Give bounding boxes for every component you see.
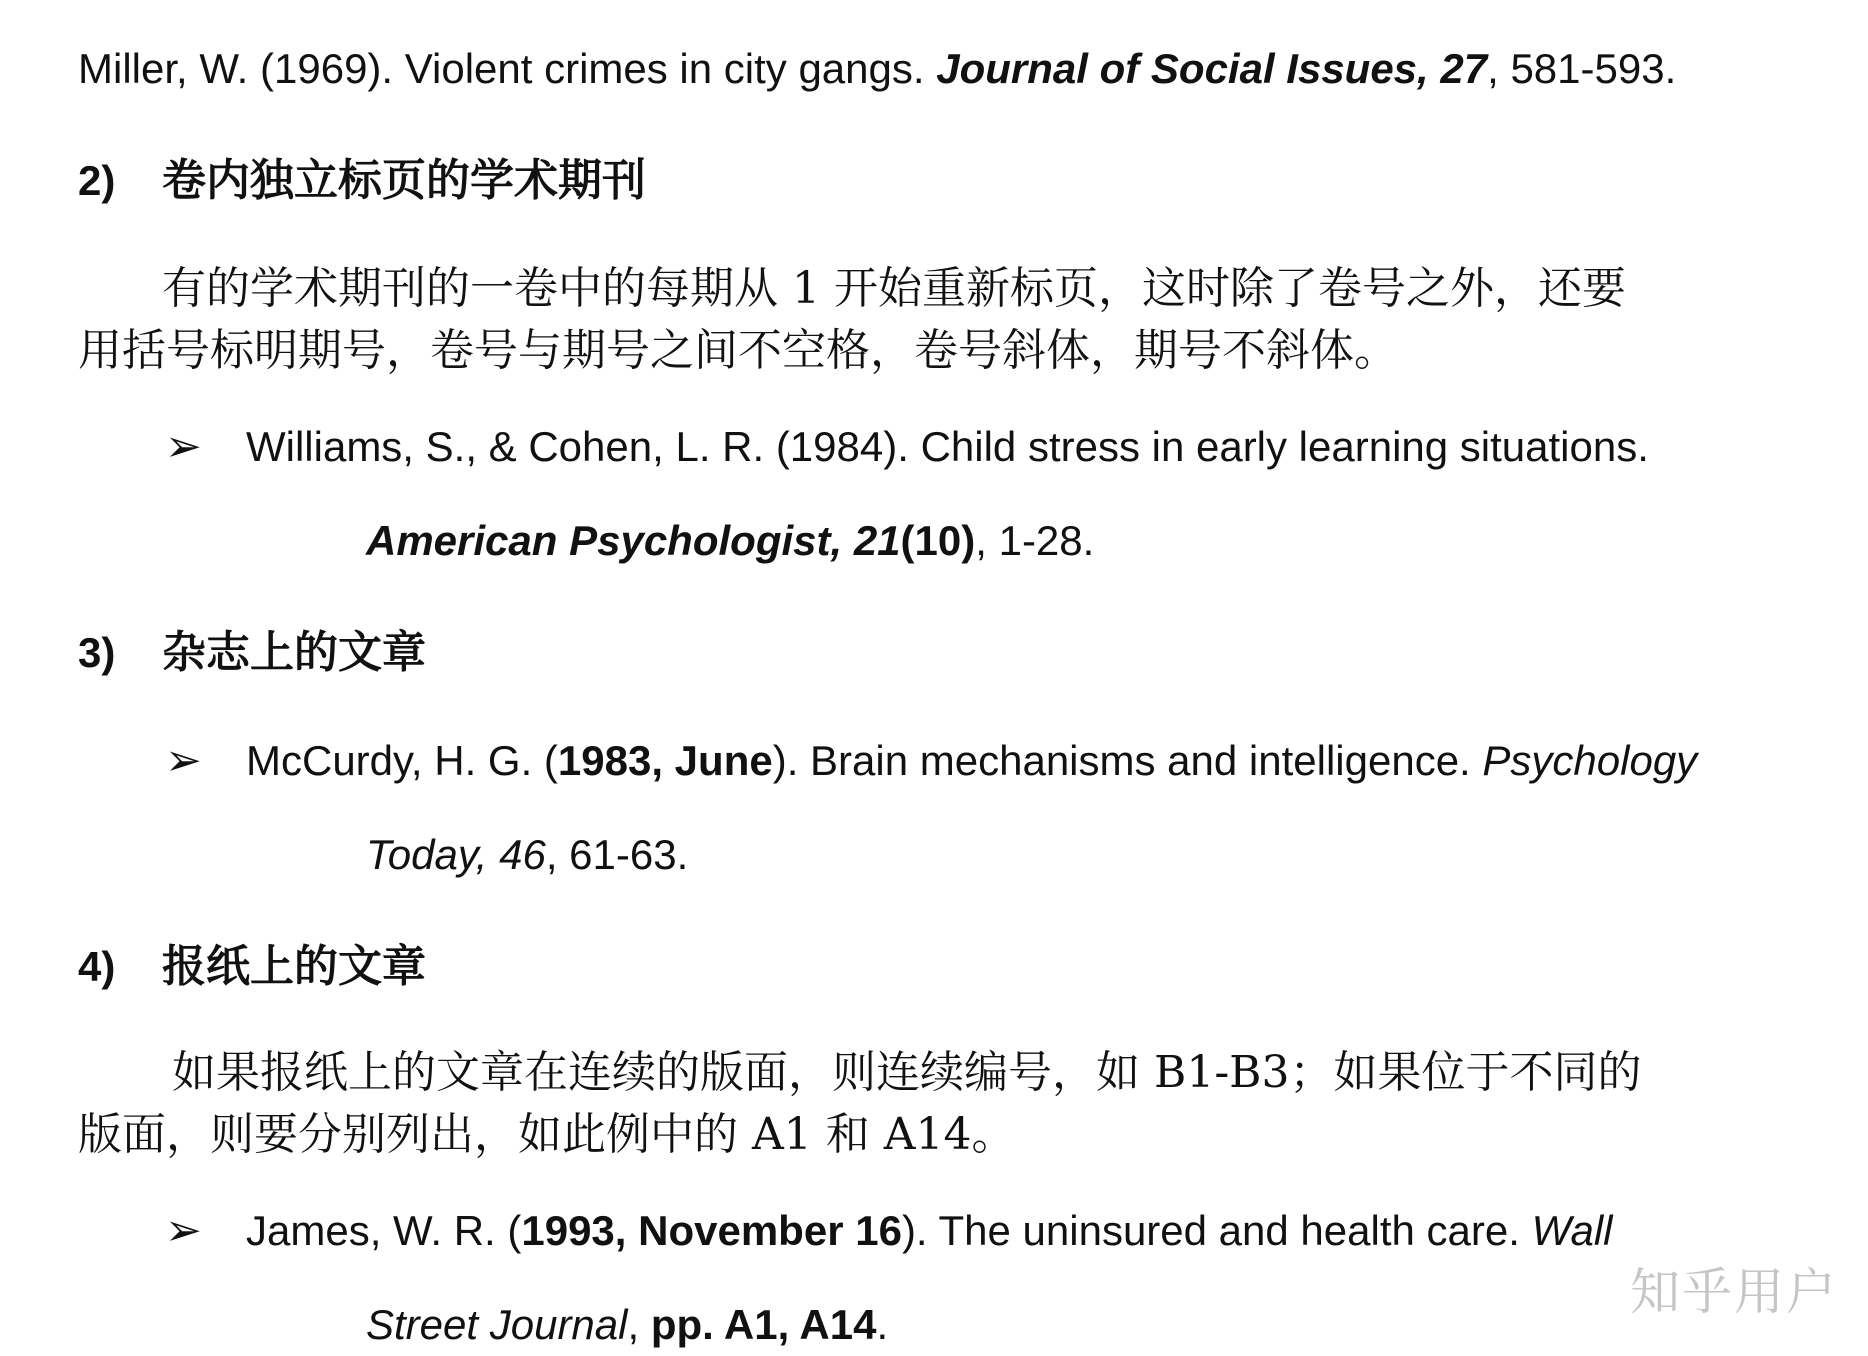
section-2-number: 2) bbox=[78, 157, 116, 204]
bullet-arrow-icon: ➢ bbox=[165, 1205, 202, 1256]
section-3-title: 杂志上的文章 bbox=[162, 627, 426, 678]
ref-mccurdy-line2 bbox=[366, 830, 688, 880]
section-2-para-line2: 用括号标明期号，卷号与期号之间不空格，卷号斜体，期号不斜体。 bbox=[78, 325, 1398, 376]
section-4-para-line1: 如果报纸上的文章在连续的版面，则连续编号，如 B1-B3；如果位于不同的 bbox=[172, 1047, 1642, 1098]
ref-mccurdy-author: McCurdy, H. G. ( bbox=[246, 737, 558, 784]
ref-james-paper-part1: Wall bbox=[1531, 1207, 1613, 1254]
section-3-number: 3) bbox=[78, 629, 116, 676]
ref-miller-journal: Journal of Social Issues, 27 bbox=[936, 45, 1488, 92]
section-4-title: 报纸上的文章 bbox=[162, 941, 426, 992]
section-3-heading bbox=[78, 628, 426, 678]
ref-mccurdy-date: 1983, June bbox=[557, 737, 773, 784]
ref-james-line2 bbox=[366, 1300, 888, 1350]
ref-james-paper-part2: Street Journal bbox=[366, 1301, 628, 1348]
ref-williams-issue: (10) bbox=[900, 517, 976, 564]
ref-mccurdy-magazine-part2: Today, 46 bbox=[366, 831, 546, 878]
section-4-heading bbox=[78, 942, 426, 992]
section-4-para-line2: 版面，则要分别列出，如此例中的 A1 和 A14。 bbox=[78, 1109, 1016, 1160]
bullet-arrow-icon: ➢ bbox=[165, 735, 202, 786]
ref-mccurdy-line1 bbox=[246, 736, 1697, 786]
ref-mccurdy-magazine-part1: Psychology bbox=[1482, 737, 1698, 784]
section-4-number: 4) bbox=[78, 943, 116, 990]
ref-james-pages: pp. A1, A14 bbox=[650, 1301, 877, 1348]
ref-miller bbox=[78, 44, 1676, 94]
section-2-heading bbox=[78, 156, 646, 206]
ref-williams-line2 bbox=[366, 516, 1094, 566]
ref-james-author: James, W. R. ( bbox=[246, 1207, 522, 1254]
section-2-title: 卷内独立标页的学术期刊 bbox=[162, 155, 646, 206]
ref-james-line1 bbox=[246, 1206, 1612, 1256]
ref-williams-line1: Williams, S., & Cohen, L. R. (1984). Child stress in early learning situations. bbox=[246, 423, 1649, 470]
ref-mccurdy-title: ). Brain mechanisms and intelligence. bbox=[772, 737, 1483, 784]
ref-james-end: . bbox=[876, 1301, 889, 1348]
ref-williams-journal: American Psychologist, 21 bbox=[366, 517, 901, 564]
ref-miller-text: Miller, W. (1969). Violent crimes in city gangs. bbox=[78, 45, 937, 92]
ref-miller-pages: , 581-593. bbox=[1487, 45, 1677, 92]
ref-williams-pages: , 1-28. bbox=[975, 517, 1095, 564]
ref-mccurdy-pages: , 61-63. bbox=[545, 831, 689, 878]
section-2-para-line1: 有的学术期刊的一卷中的每期从 1 开始重新标页，这时除了卷号之外，还要 bbox=[162, 263, 1626, 314]
ref-james-title: ). The uninsured and health care. bbox=[901, 1207, 1532, 1254]
watermark-text: 知乎用户 bbox=[1630, 1263, 1838, 1321]
bullet-arrow-icon: ➢ bbox=[165, 421, 202, 472]
ref-james-sep: , bbox=[627, 1301, 651, 1348]
ref-james-date: 1993, November 16 bbox=[521, 1207, 902, 1254]
